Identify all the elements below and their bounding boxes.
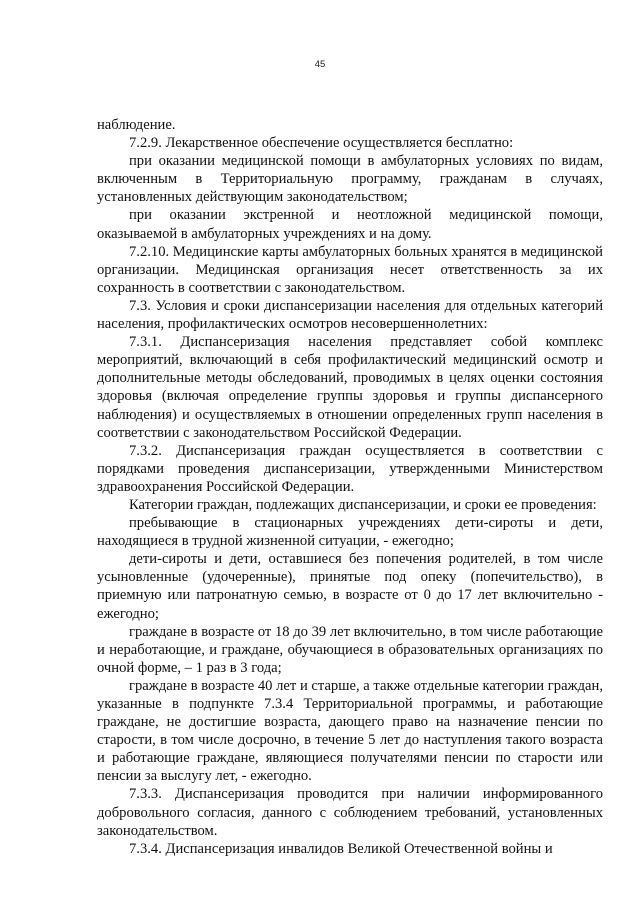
- page-number: 45: [314, 59, 326, 70]
- paragraph: 7.3. Условия и сроки диспансеризации населения для отдельных категорий населения, профилактических осмотров несовершеннолетних:: [97, 297, 603, 333]
- paragraph: при оказании медицинской помощи в амбулаторных условиях по видам, включенным в Территориальную программу, гражданам в случаях, установленных действующим законодательством;: [97, 153, 603, 206]
- paragraph: наблюдение.: [97, 117, 176, 133]
- paragraph: 7.3.4. Диспансеризация инвалидов Великой Отечественной войны и: [129, 840, 553, 857]
- paragraph: граждане в возрасте от 18 до 39 лет включительно, в том числе работающие и неработающие, и граждане, обучающиеся в образовательных организациях по очной форме, – 1 раз в 3 года;: [97, 623, 603, 676]
- paragraph: граждане в возрасте 40 лет и старше, а также отдельные категории граждан, указанные в подпункте 7.3.4 Территориальной программы, и работающие граждане, не достигшие возраста, дающего право на назначение пенсии по старости, в том числе досрочно, в течение 5 лет до наступления такого возраста и работающие граждане, являющиеся получателями пенсии по старости или пенсии за выслугу лет, - ежегодно.: [97, 677, 603, 785]
- paragraph: 7.2.10. Медицинские карты амбулаторных больных хранятся в медицинской организации. Медицинская организация несет ответственность за их сохранность в соответствии с законодательством.: [97, 243, 603, 296]
- paragraph: при оказании экстренной и неотложной медицинской помощи, оказываемой в амбулаторных учреждениях и на дому.: [97, 207, 603, 242]
- paragraph: 7.3.3. Диспансеризация проводится при наличии информированного добровольного согласия, данного с соблюдением требований, установленных законодательством.: [97, 786, 603, 839]
- paragraph: 7.3.2. Диспансеризация граждан осуществляется в соответствии с порядками проведения диспансеризации, утвержденными Министерством здравоохранения Российской Федерации.: [97, 442, 603, 495]
- paragraph: дети-сироты и дети, оставшиеся без попечения родителей, в том числе усыновленные (удочеренные), принятые под опеку (попечительство), в приемную или патронатную семью, в возрасте от 0 до 17 лет включительно - ежегодно;: [97, 551, 603, 622]
- paragraph: Категории граждан, подлежащих диспансеризации, и сроки ее проведения:: [129, 496, 597, 513]
- paragraph: 7.3.1. Диспансеризация населения представляет собой комплекс мероприятий, включающий в себя профилактический медицинский осмотр и дополнительные методы обследований, проводимых в целях оценки состояния здоровья (включая определение группы здоровья и группы диспансерного наблюдения) и осуществляемых в отношении определенных групп населения в соответствии с законодательством Российской Федерации.: [97, 334, 603, 441]
- document-body: [97, 116, 603, 858]
- paragraph: пребывающие в стационарных учреждениях дети-сироты и дети, находящиеся в трудной жизненной ситуации, - ежегодно;: [97, 515, 603, 550]
- paragraph: 7.2.9. Лекарственное обеспечение осуществляется бесплатно:: [129, 135, 514, 152]
